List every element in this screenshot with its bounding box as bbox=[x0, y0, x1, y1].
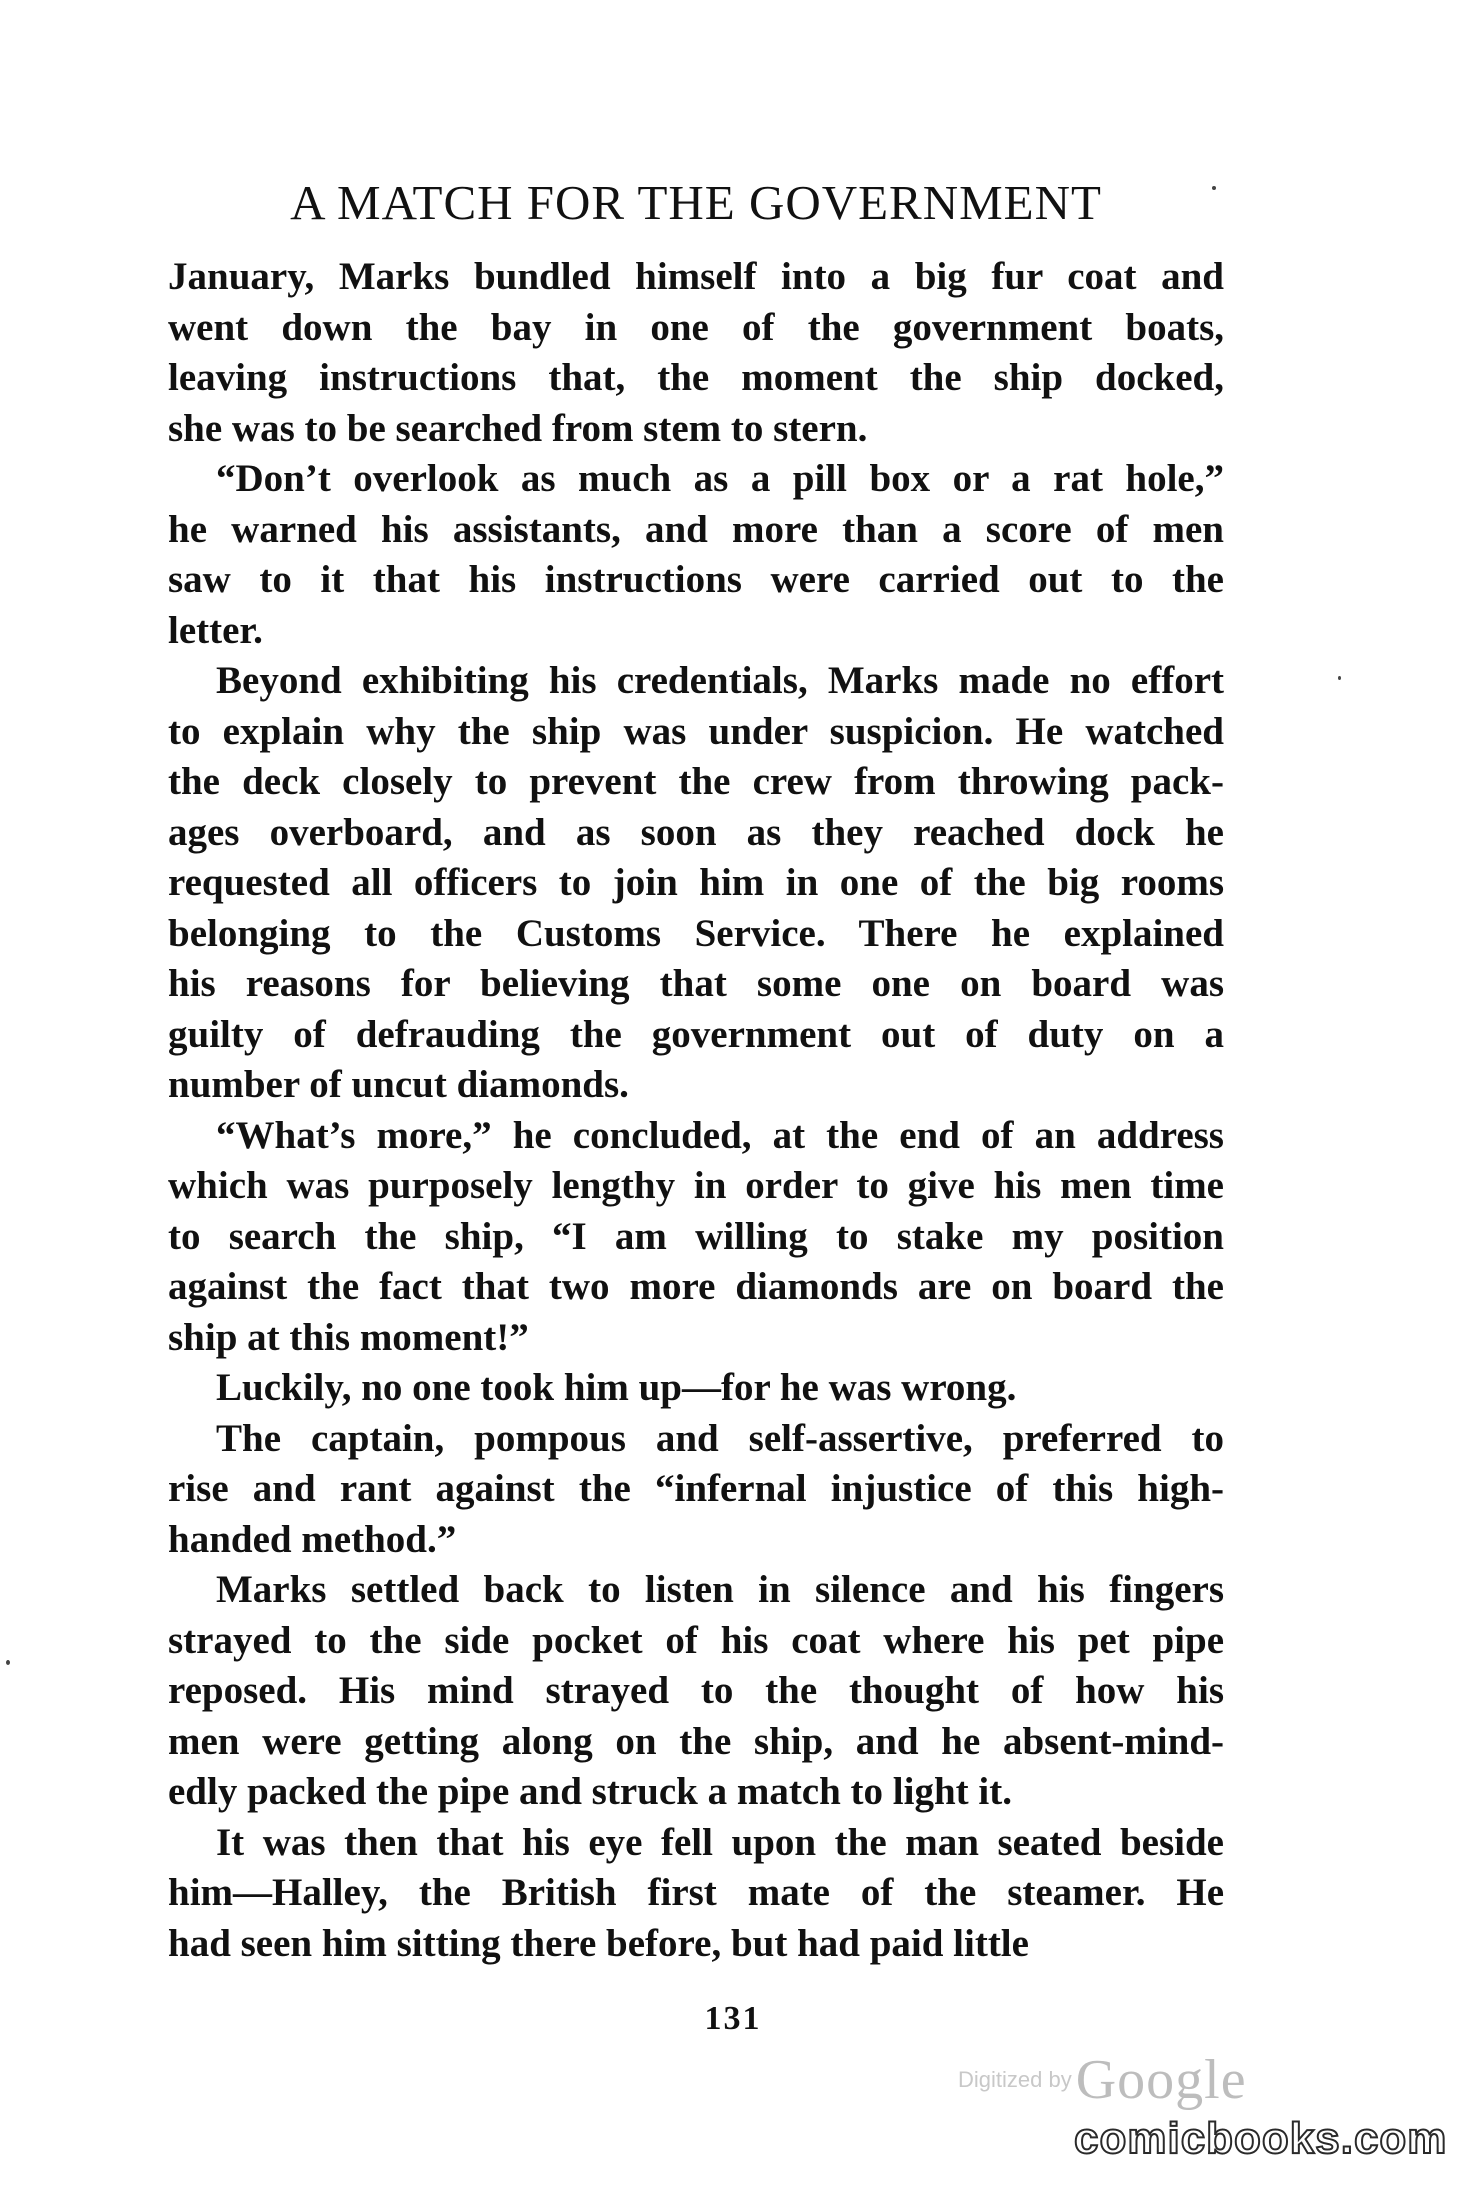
paragraph bbox=[168, 454, 1224, 656]
text-line: had seen him sitting there before, but had paid little bbox=[168, 1921, 1029, 1965]
text-line: It was then that his eye fell upon the man seated beside bbox=[216, 1820, 1224, 1864]
paragraph bbox=[168, 1111, 1224, 1364]
text-line: “Don’t overlook as much as a pill box or a rat hole,” bbox=[216, 457, 1224, 500]
running-head: A MATCH FOR THE GOVERNMENT bbox=[290, 175, 1102, 230]
google-logo: Google bbox=[1075, 2049, 1247, 2111]
text-line: reposed. His mind strayed to the thought of how his bbox=[168, 1669, 1224, 1712]
text-line: him—Halley, the British first mate of the steamer. He bbox=[168, 1871, 1224, 1914]
paragraph bbox=[168, 1565, 1224, 1818]
text-line: edly packed the pipe and struck a match to light it. bbox=[168, 1770, 1012, 1813]
text-line: The captain, pompous and self-assertive, preferred to bbox=[216, 1416, 1224, 1460]
text-line: to explain why the ship was under suspicion. He watched bbox=[168, 709, 1224, 753]
text-line: saw to it that his instructions were carried out to the bbox=[168, 558, 1224, 601]
text-line: the deck closely to prevent the crew from throwing pack- bbox=[168, 760, 1224, 803]
text-line: against the fact that two more diamonds are on board the bbox=[168, 1265, 1224, 1308]
text-line: to search the ship, “I am willing to stake my position bbox=[168, 1214, 1224, 1258]
text-line: “What’s more,” he concluded, at the end of an address bbox=[216, 1113, 1224, 1157]
digitized-by-google-watermark bbox=[958, 2048, 1298, 2120]
text-line: leaving instructions that, the moment the ship docked, bbox=[168, 356, 1224, 399]
text-line: Marks settled back to listen in silence and his fingers bbox=[216, 1568, 1224, 1611]
text-line: letter. bbox=[168, 608, 263, 652]
text-line: his reasons for believing that some one on board was bbox=[168, 962, 1224, 1005]
scan-speck bbox=[1338, 676, 1341, 680]
text-line: ship at this moment!” bbox=[168, 1315, 529, 1359]
digitized-label: Digitized by bbox=[958, 2067, 1072, 2092]
text-line: ages overboard, and as soon as they reached dock he bbox=[168, 810, 1224, 854]
paragraph bbox=[168, 1818, 1224, 1970]
site-watermark: comicbooks.com bbox=[1074, 2114, 1448, 2163]
text-line: went down the bay in one of the government boats, bbox=[168, 305, 1224, 349]
paragraph bbox=[168, 656, 1224, 1111]
text-line: number of uncut diamonds. bbox=[168, 1063, 629, 1106]
page-number: 131 bbox=[704, 2000, 762, 2037]
paragraph bbox=[168, 1414, 1224, 1566]
body-text bbox=[168, 252, 1224, 1969]
scan-speck bbox=[1212, 186, 1216, 190]
text-line: she was to be searched from stem to stern. bbox=[168, 406, 868, 450]
text-line: rise and rant against the “infernal injustice of this high- bbox=[168, 1467, 1224, 1510]
scan-speck bbox=[6, 1660, 10, 1665]
text-line: Luckily, no one took him up—for he was wrong. bbox=[216, 1366, 1017, 1409]
paragraph bbox=[168, 1363, 1224, 1414]
text-line: Beyond exhibiting his credentials, Marks made no effort bbox=[216, 659, 1224, 702]
text-line: January, Marks bundled himself into a big fur coat and bbox=[168, 255, 1224, 298]
text-line: strayed to the side pocket of his coat where his pet pipe bbox=[168, 1618, 1224, 1662]
text-line: belonging to the Customs Service. There he explained bbox=[168, 911, 1224, 955]
paragraph bbox=[168, 252, 1224, 454]
text-line: requested all officers to join him in one of the big rooms bbox=[168, 861, 1224, 904]
text-line: he warned his assistants, and more than a score of men bbox=[168, 507, 1224, 551]
text-line: guilty of defrauding the government out of duty on a bbox=[168, 1012, 1224, 1056]
text-line: which was purposely lengthy in order to give his men time bbox=[168, 1164, 1224, 1207]
text-line: men were getting along on the ship, and he absent-mind- bbox=[168, 1719, 1224, 1763]
text-line: handed method.” bbox=[168, 1517, 457, 1561]
